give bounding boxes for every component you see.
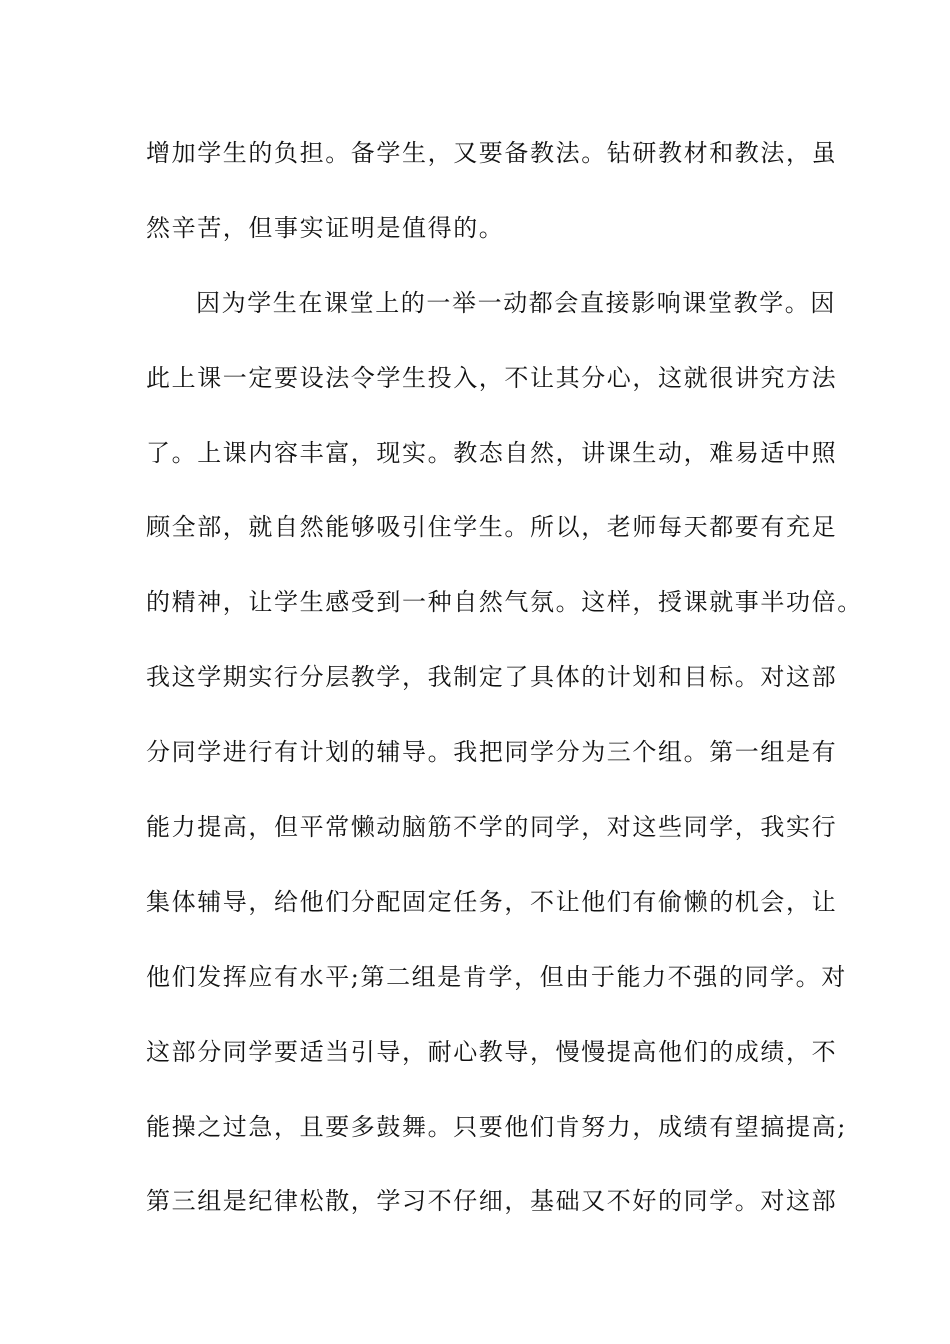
text-line: 顾全部，就自然能够吸引住学生。所以，老师每天都要有充足 [146,513,838,542]
text-line: 了。上课内容丰富，现实。教态自然，讲课生动，难易适中照 [146,438,838,467]
document-body [146,131,863,1254]
text-line: 然辛苦，但事实证明是值得的。 [146,213,505,242]
text-line: 我这学期实行分层教学，我制定了具体的计划和目标。对这部 [146,663,838,692]
text-line: 分同学进行有计划的辅导。我把同学分为三个组。第一组是有 [146,738,838,767]
text-line: 他们发挥应有水平;第二组是肯学，但由于能力不强的同学。对 [146,962,847,991]
text-line: 的精神，让学生感受到一种自然气氛。这样，授课就事半功倍。 [146,588,863,617]
text-line: 集体辅导，给他们分配固定任务，不让他们有偷懒的机会，让 [146,887,838,916]
text-line: 能操之过急，且要多鼓舞。只要他们肯努力，成绩有望搞提高; [146,1112,847,1141]
text-line: 第三组是纪律松散，学习不仔细，基础又不好的同学。对这部 [146,1187,838,1216]
text-line: 能力提高，但平常懒动脑筋不学的同学，对这些同学，我实行 [146,813,838,842]
text-line: 增加学生的负担。备学生，又要备教法。钻研教材和教法，虽 [146,139,838,167]
paragraph-start-line: 因为学生在课堂上的一举一动都会直接影响课堂教学。因 [196,288,836,317]
text-line: 此上课一定要设法令学生投入，不让其分心，这就很讲究方法 [146,363,838,392]
text-line: 这部分同学要适当引导，耐心教导，慢慢提高他们的成绩，不 [146,1037,838,1066]
